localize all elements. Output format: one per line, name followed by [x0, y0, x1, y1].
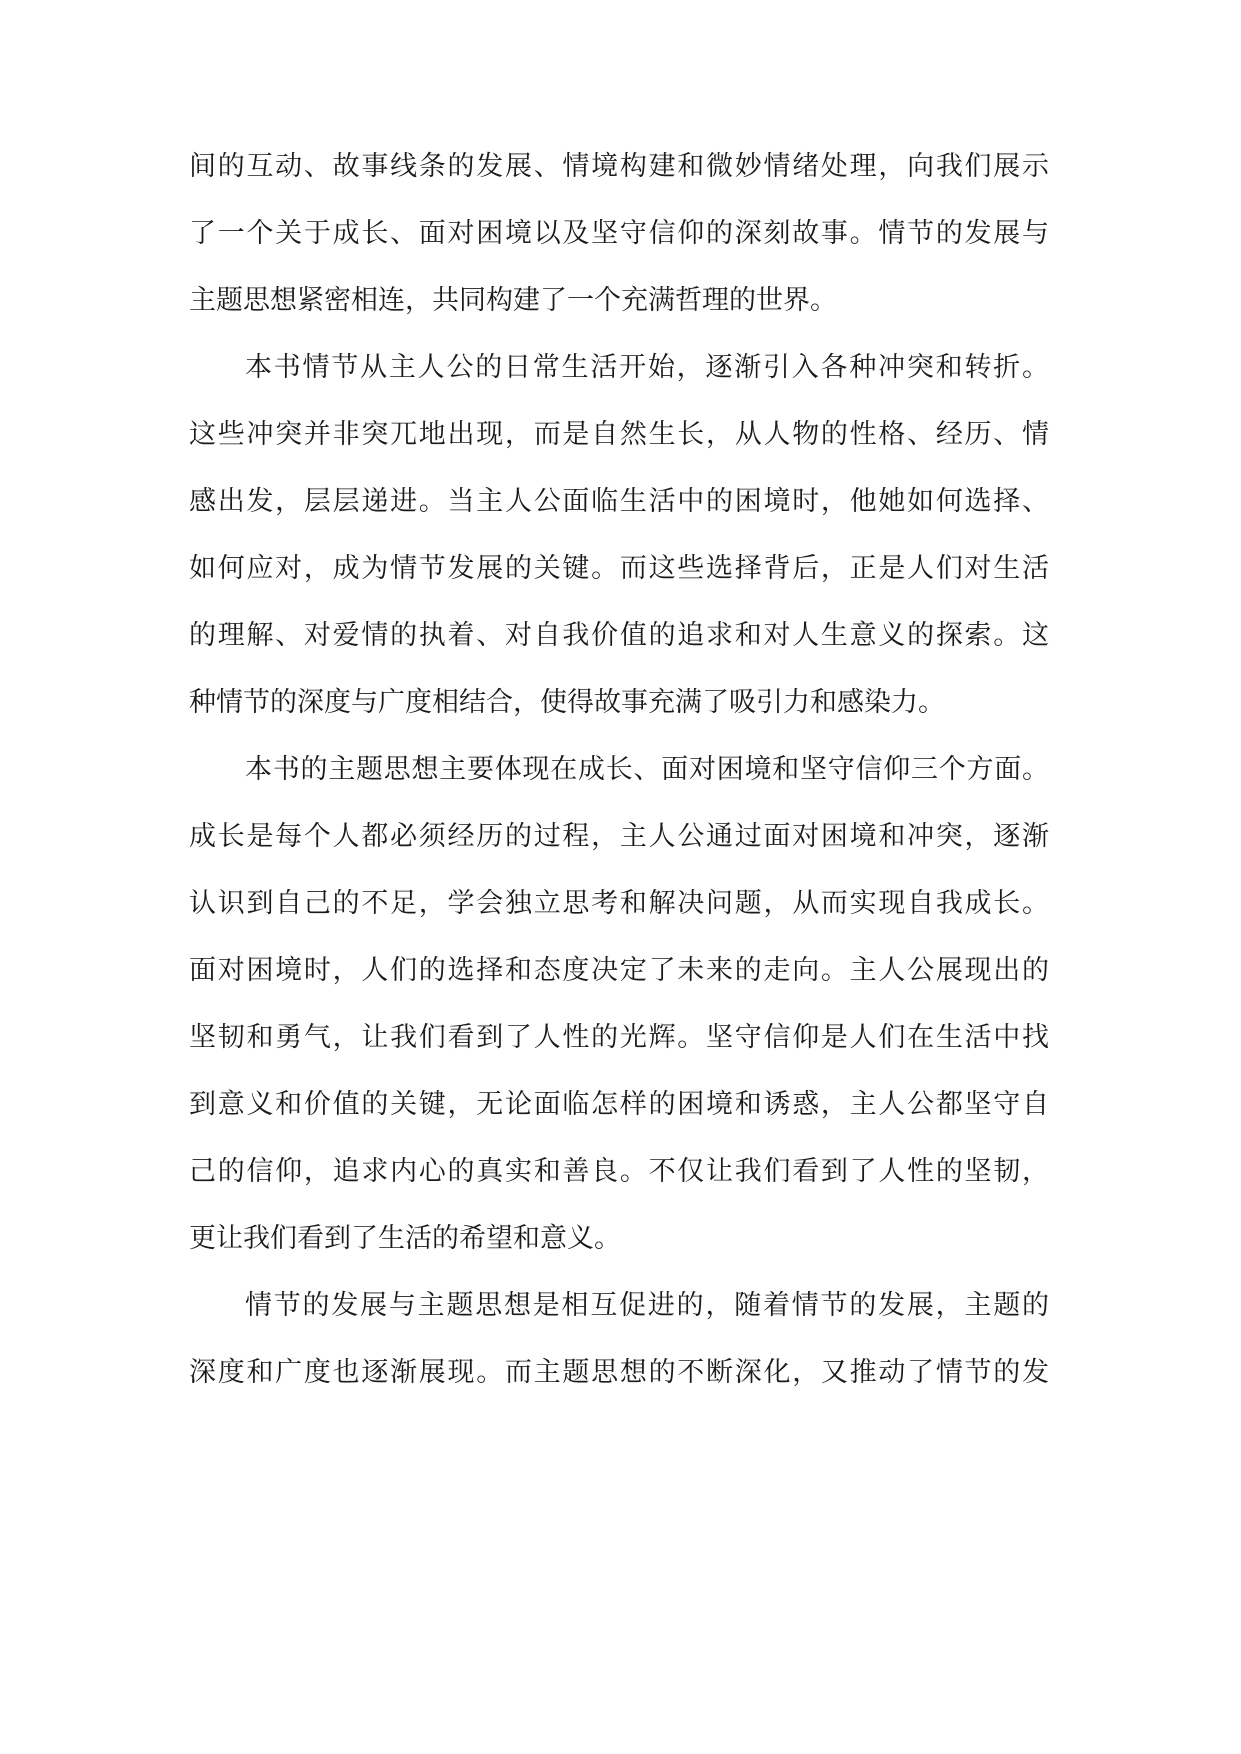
text-line: 到意义和价值的关键，无论面临怎样的困境和诱惑，主人公都坚守自	[189, 1089, 1049, 1120]
text-line: 认识到自己的不足，学会独立思考和解决问题，从而实现自我成长。	[189, 888, 1049, 919]
text-line: 主题思想紧密相连，共同构建了一个充满哲理的世界。	[189, 285, 837, 316]
body-text	[189, 147, 1049, 1420]
text-line: 本书情节从主人公的日常生活开始，逐渐引入各种冲突和转折。	[245, 352, 1049, 383]
text-line: 深度和广度也逐渐展现。而主题思想的不断深化，又推动了情节的发	[189, 1357, 1049, 1388]
text-line: 己的信仰，追求内心的真实和善良。不仅让我们看到了人性的坚韧，	[189, 1156, 1049, 1187]
text-line: 的理解、对爱情的执着、对自我价值的追求和对人生意义的探索。这	[189, 620, 1049, 651]
text-line: 感出发，层层递进。当主人公面临生活中的困境时，他她如何选择、	[189, 486, 1049, 517]
text-line: 了一个关于成长、面对困境以及坚守信仰的深刻故事。情节的发展与	[189, 218, 1049, 249]
text-line: 如何应对，成为情节发展的关键。而这些选择背后，正是人们对生活	[189, 553, 1049, 584]
text-line: 这些冲突并非突兀地出现，而是自然生长，从人物的性格、经历、情	[189, 419, 1049, 450]
text-line: 更让我们看到了生活的希望和意义。	[189, 1223, 621, 1254]
text-line: 成长是每个人都必须经历的过程，主人公通过面对困境和冲突，逐渐	[189, 821, 1049, 852]
text-line: 坚韧和勇气，让我们看到了人性的光辉。坚守信仰是人们在生活中找	[189, 1022, 1049, 1053]
text-line: 本书的主题思想主要体现在成长、面对困境和坚守信仰三个方面。	[245, 754, 1049, 785]
text-line: 种情节的深度与广度相结合，使得故事充满了吸引力和感染力。	[189, 687, 945, 718]
text-line: 情节的发展与主题思想是相互促进的，随着情节的发展，主题的	[245, 1290, 1049, 1321]
text-line: 面对困境时，人们的选择和态度决定了未来的走向。主人公展现出的	[189, 955, 1049, 986]
text-line: 间的互动、故事线条的发展、情境构建和微妙情绪处理，向我们展示	[189, 151, 1049, 182]
